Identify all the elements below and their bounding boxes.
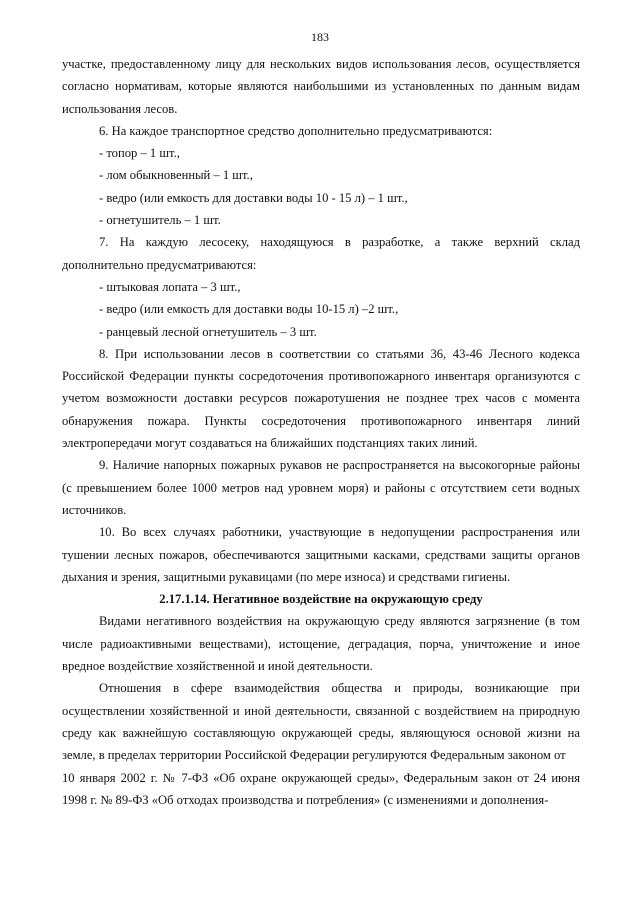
paragraph-13: 10 января 2002 г. № 7-ФЗ «Об охране окружающей среды», Федеральным закон от 24 июня 1998 г. № 89-ФЗ «Об отходах производства и потребления» (с изменениями и дополнения- <box>62 770 580 807</box>
paragraph-6: 6. На каждое транспортное средство дополнительно предусматриваются: <box>99 123 493 138</box>
list-item: - лом обыкновенный – 1 шт., <box>99 168 253 183</box>
list-item: - ведро (или емкость для доставки воды 10-15 л) –2 шт., <box>99 302 399 317</box>
list-item: - огнетушитель – 1 шт. <box>99 213 221 228</box>
paragraph-8: 8. При использовании лесов в соответствии со статьями 36, 43-46 Лесного кодекса Российской Федерации пункты сосредоточения противопожарного инвентаря организуются с учетом возможности доставки ресурсов пожаротушения не позднее трех часов с момента обнаружения пожара. Пункты сосредоточения противопожарного инвентаря линий электропередачи могут создаваться на ближайших подстанциях таких линий. <box>62 346 580 451</box>
paragraph-12: Отношения в сфере взаимодействия общества и природы, возникающие при осуществлении хозяйственной и иной деятельности, связанной с воздействием на природную среду как важнейшую составляющую окружающей среды, являющуюся основой жизни на земле, в пределах территории Российской Федерации регулируются Федеральным законом от <box>62 681 580 763</box>
paragraph-11: Видами негативного воздействия на окружающую среду являются загрязнение (в том числе радиоактивными веществами), истощение, деградация, порча, уничтожение и иное вредное воздействие хозяйственной и иной деятельности. <box>62 614 580 674</box>
list-item: - ранцевый лесной огнетушитель – 3 шт. <box>99 324 317 339</box>
document-body <box>62 53 580 811</box>
paragraph-continuation: участке, предоставленному лицу для нескольких видов использования лесов, осуществляется согласно нормативам, которые являются наибольшими из установленных по данным видам использования лесов. <box>62 57 580 116</box>
section-heading: 2.17.1.14. Негативное воздействие на окружающую среду <box>159 592 483 607</box>
paragraph-7: 7. На каждую лесосеку, находящуюся в разработке, а также верхний склад дополнительно предусматриваются: <box>62 235 580 272</box>
list-item: - штыковая лопата – 3 шт., <box>99 279 241 294</box>
list-item: - ведро (или емкость для доставки воды 10 - 15 л) – 1 шт., <box>99 190 408 205</box>
paragraph-10: 10. Во всех случаях работники, участвующие в недопущении распространения или тушении лесных пожаров, обеспечиваются защитными касками, средствами защиты органов дыхания и зрения, защитными рукавицами (по мере износа) и средствами гигиены. <box>62 525 580 584</box>
page-number: 183 <box>311 30 329 44</box>
list-item: - топор – 1 шт., <box>99 146 180 161</box>
paragraph-9: 9. Наличие напорных пожарных рукавов не распространяется на высокогорные районы (с превышением более 1000 метров над уровнем моря) и районы с отсутствием сети водных источников. <box>62 458 580 517</box>
